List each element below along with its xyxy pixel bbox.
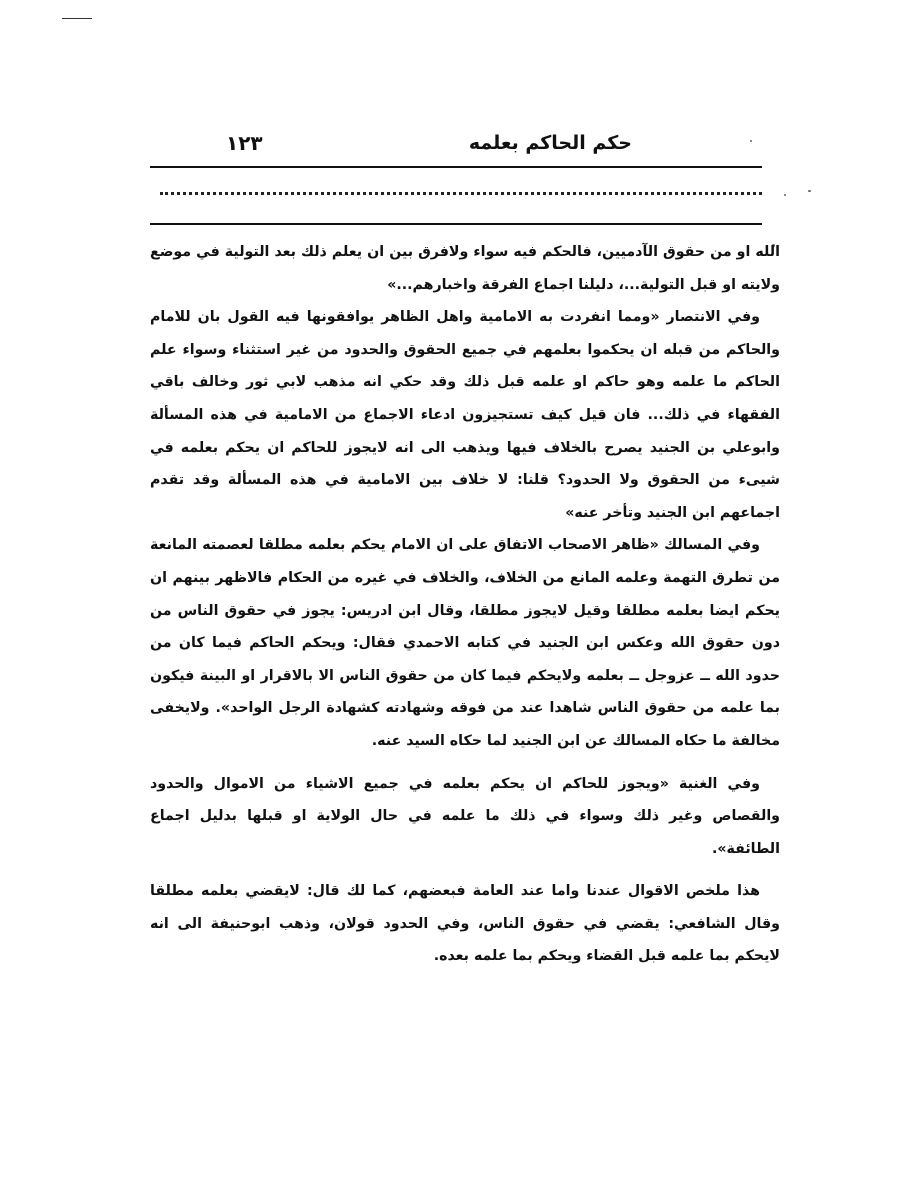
paragraph: وفي الغنية «ويجوز للحاكم ان يحكم بعلمه في جميع الاشياء من الاموال والحدود والقصاص وغير ذلك وسواء في ذلك ما علمه في حال الولاية او قبلها بدليل اجماع الطائفة». [150, 775, 780, 857]
paragraph: هذا ملخص الاقوال عندنا واما عند العامة فبعضهم، كما لك قال: لايقضي بعلمه مطلقا وقال الشافعي: يقضي في حقوق الناس، وفي الحدود قولان، وذهب ابوحنيفة الى انه لايحكم بما علمه قبل القضاء ويحكم بما علمه بعده. [150, 883, 780, 965]
paragraph: وفي الانتصار «ومما انفردت به الامامية واهل الظاهر يوافقونها فيه القول بان للامام والحاكم من قبله ان يحكموا بعلمهم في جميع الحقوق والحدود من غير استثناء وسواء علم الحاكم ما علمه وهو حاكم او علمه قبل ذلك وقد حكي انه مذهب لابي ثور وخالف باقي الفقهاء في ذلك... فان قيل كيف تستجيزون ادعاء الاجماع من الامامية في هذه المسألة وابوعلي بن الجنيد يصرح بالخلاف فيها ويذهب الى انه لايجوز للحاكم ان يحكم بعلمه في شيىء من الحقوق ولا الحدود؟ قلنا: لا خلاف بين الامامية في هذه المسألة وقد تقدم اجماعهم ابن الجنيد وتأخر عنه» [150, 309, 780, 521]
scan-speck [808, 190, 811, 192]
page-header [150, 126, 762, 162]
paragraph: الله او من حقوق الآدميين، فالحكم فيه سواء ولافرق بين ان يعلم ذلك بعد التولية في موضع ولايته او قبل التولية...، دليلنا اجماع الفرقة واخبارهم...» [150, 244, 780, 293]
scan-corner-mark [62, 18, 92, 19]
chapter-title: حكم الحاكم بعلمه [468, 132, 632, 154]
dotted-separator [160, 192, 762, 195]
scan-speck [784, 194, 786, 196]
paragraph: وفي المسالك «ظاهر الاصحاب الاتفاق على ان الامام يحكم بعلمه مطلقا لعصمته المانعة من تطرق التهمة وعلمه المانع من الخلاف، والخلاف في غيره من الحكام فالاظهر بينهم ان يحكم ايضا بعلمه مطلقا وقيل لايجوز مطلقا، وقال ابن ادريس: يجوز في حقوق الناس من دون حقوق الله وعكس ابن الجنيد في كتابه الاحمدي فقال: ويحكم الحاكم فيما كان من حدود الله ــ عزوجل ــ بعلمه ولايحكم فيما كان من حقوق الناس الا بالاقرار او البينة فيكون بما علمه من حقوق الناس شاهدا عند من فوقه وشهادته كشهادة الرجل الواحد». ولايخفى مخالفة ما حكاه المسالك عن ابن الجنيد لما حكاه السيد عنه. [150, 537, 780, 749]
page-number: ١٢٣ [226, 131, 263, 155]
header-rule-lower [150, 223, 762, 225]
header-rule [150, 166, 762, 168]
body-text [150, 236, 780, 973]
